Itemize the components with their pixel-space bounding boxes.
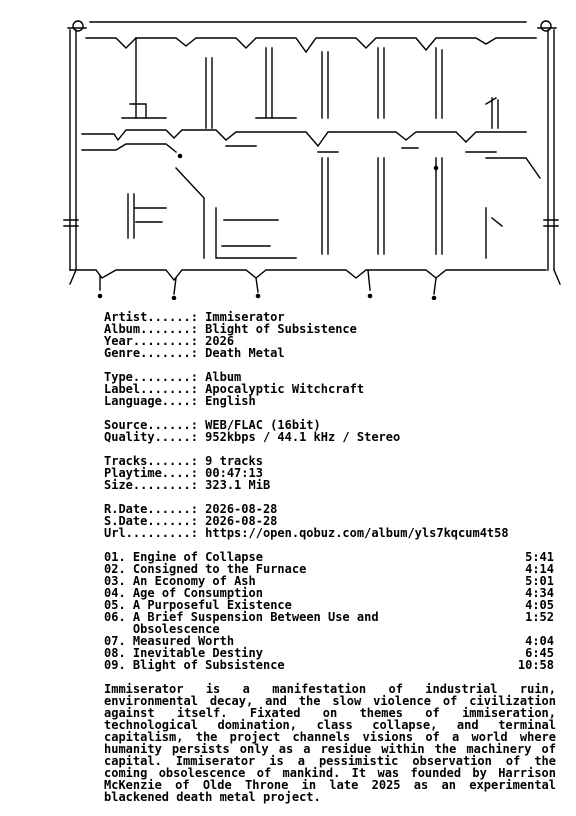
logo-letter-7: [486, 98, 498, 128]
track-time: 1:52: [525, 610, 554, 624]
info-row-artist: Artist......: Immiserator: [104, 310, 285, 324]
logo-frame-top: [68, 22, 556, 28]
track-time: 4:04: [525, 634, 554, 648]
label-size: Size........: [104, 478, 191, 492]
info-group-type: [104, 371, 554, 407]
logo-corner-left: [73, 21, 83, 31]
info-group-source: [104, 419, 554, 443]
label-year: Year........: [104, 334, 191, 348]
album-description: Immiserator is a manifestation of industrial ruin, environmental decay, and the slow violence of civilization against itself. Fixated on themes of immiseration, technological domination, class collapse, and terminal capitalism, the project channels visions of a world where humanity persists only as a residue within the machinery of capital. Immiserator is a pessimistic observation of the coming obsolescence of mankind. It was founded by Harrison McKenzie of Olde Throne in late 2025 as an experimental blackened death metal project.: [104, 682, 556, 804]
logo-corner-right: [541, 21, 551, 31]
label-playtime: Playtime....: [104, 466, 191, 480]
label-tracks: Tracks......: [104, 454, 191, 468]
logo-lower-letter-2: [176, 168, 296, 258]
value-playtime: 00:47:13: [205, 466, 263, 480]
logo-drip-dot: [434, 166, 437, 169]
track-number: 06.: [104, 610, 126, 624]
ascii-logo: [56, 8, 566, 300]
info-group-tracks: [104, 455, 554, 491]
logo-side-right: [544, 220, 558, 226]
logo-lower-letter-3: [222, 220, 278, 246]
logo-lower-letter-4: [322, 158, 328, 254]
logo-letter-3: [256, 48, 296, 118]
logo-drip-dot: [368, 294, 371, 297]
value-tracks: 9 tracks: [205, 454, 263, 468]
logo-drip-dot: [178, 154, 181, 157]
label-artist: Artist......: [104, 310, 191, 324]
value-rdate: 2026-08-28: [205, 502, 278, 516]
track-number: 09.: [104, 658, 126, 672]
info-row-size: Size........: 323.1 MiB: [104, 478, 271, 492]
track-time: 4:05: [525, 598, 554, 612]
logo-letter-1: [122, 38, 166, 118]
label-language: Language....: [104, 394, 191, 408]
value-genre: Death Metal: [205, 346, 285, 360]
logo-lower-letter-6: [436, 158, 442, 254]
logo-right-rail: [548, 30, 554, 270]
info-row-tracks: Tracks......: 9 tracks: [104, 454, 263, 468]
track-title: Consigned to the Furnace: [132, 562, 307, 576]
label-album: Album.......: [104, 322, 191, 336]
logo-frame-top-wave: [86, 38, 536, 52]
info-row-rdate: R.Date......: 2026-08-28: [104, 502, 278, 516]
label-rdate: R.Date......: [104, 502, 191, 516]
track-number: 07.: [104, 634, 126, 648]
track-number: 03.: [104, 574, 126, 588]
value-sdate: 2026-08-28: [205, 514, 278, 528]
info-row-year: Year........: 2026: [104, 334, 235, 348]
track-number: 01.: [104, 550, 126, 564]
logo-drip-dot: [98, 294, 101, 297]
logo-frame-bottom: [70, 270, 546, 280]
info-group-dates: [104, 503, 554, 539]
logo-letter-2: [206, 58, 212, 128]
track-title: An Economy of Ash: [132, 574, 256, 588]
track-row: [104, 659, 554, 671]
track-number: 04.: [104, 586, 126, 600]
info-row-genre: Genre.......: Death Metal: [104, 346, 285, 360]
label-source: Source......: [104, 418, 191, 432]
label-genre: Genre.......: [104, 346, 191, 360]
value-album: Blight of Subsistence: [205, 322, 357, 336]
track-time: 4:34: [525, 586, 554, 600]
info-row-quality: Quality.....: 952kbps / 44.1 kHz / Stereo: [104, 430, 401, 444]
track-title: A Brief Suspension Between Use and: [132, 610, 379, 624]
value-artist: Immiserator: [205, 310, 285, 324]
value-quality: 952kbps / 44.1 kHz / Stereo: [205, 430, 401, 444]
value-year: 2026: [205, 334, 235, 348]
label-sdate: S.Date......: [104, 514, 191, 528]
value-type: Album: [205, 370, 242, 384]
ascii-logo-drawing: [56, 8, 566, 300]
track-title: A Purposeful Existence: [132, 598, 292, 612]
info-row-album: Album.......: Blight of Subsistence: [104, 322, 357, 336]
track-time: 6:45: [525, 646, 554, 660]
track-time: 10:58: [517, 658, 554, 672]
value-size: 323.1 MiB: [205, 478, 271, 492]
track-time: 5:41: [525, 550, 554, 564]
track-number: 08.: [104, 646, 126, 660]
track-time: 4:14: [525, 562, 554, 576]
logo-lower-letter-5: [378, 158, 384, 254]
logo-middle-band-low: [82, 144, 496, 152]
track-title: Blight of Subsistence: [132, 658, 285, 672]
tracklist: [104, 551, 554, 671]
track-title: Measured Worth: [132, 634, 235, 648]
label-type: Type........: [104, 370, 191, 384]
logo-lower-letter-7: [486, 158, 540, 258]
track-title: Age of Consumption: [132, 586, 263, 600]
info-row-source: Source......: WEB/FLAC (16bit): [104, 418, 321, 432]
track-number: 02.: [104, 562, 126, 576]
track-number: 05.: [104, 598, 126, 612]
logo-letter-5: [378, 48, 384, 118]
info-row-type: Type........: Album: [104, 370, 242, 384]
track-title: Engine of Collapse: [132, 550, 263, 564]
logo-letter-6: [436, 48, 442, 118]
label-quality: Quality.....: [104, 430, 191, 444]
track-title: Inevitable Destiny: [132, 646, 263, 660]
logo-drip-dot: [432, 296, 435, 299]
track-time: 5:01: [525, 574, 554, 588]
value-label: Apocalyptic Witchcraft: [205, 382, 365, 396]
value-source: WEB/FLAC (16bit): [205, 418, 321, 432]
logo-drip-dot: [172, 296, 175, 299]
release-info: [104, 311, 554, 803]
label-label: Label.......: [104, 382, 191, 396]
logo-lower-letter-1: [128, 194, 166, 238]
value-url[interactable]: https://open.qobuz.com/album/yls7kqcum4t58: [205, 526, 509, 540]
logo-letter-4: [322, 52, 328, 118]
info-row-url: Url.........: https://open.qobuz.com/album/yls7kqcum4t58: [104, 526, 509, 540]
info-row-label: Label.......: Apocalyptic Witchcraft: [104, 382, 365, 396]
info-row-language: Language....: English: [104, 394, 256, 408]
info-row-playtime: Playtime....: 00:47:13: [104, 466, 263, 480]
logo-left-rail: [70, 30, 76, 270]
info-row-sdate: S.Date......: 2026-08-28: [104, 514, 278, 528]
label-url: Url.........: [104, 526, 191, 540]
value-language: English: [205, 394, 256, 408]
logo-bottom-drips: [70, 270, 560, 294]
info-group-artist: [104, 311, 554, 359]
logo-drip-dot: [256, 294, 259, 297]
track-title-continued: Obsolescence: [132, 622, 220, 636]
